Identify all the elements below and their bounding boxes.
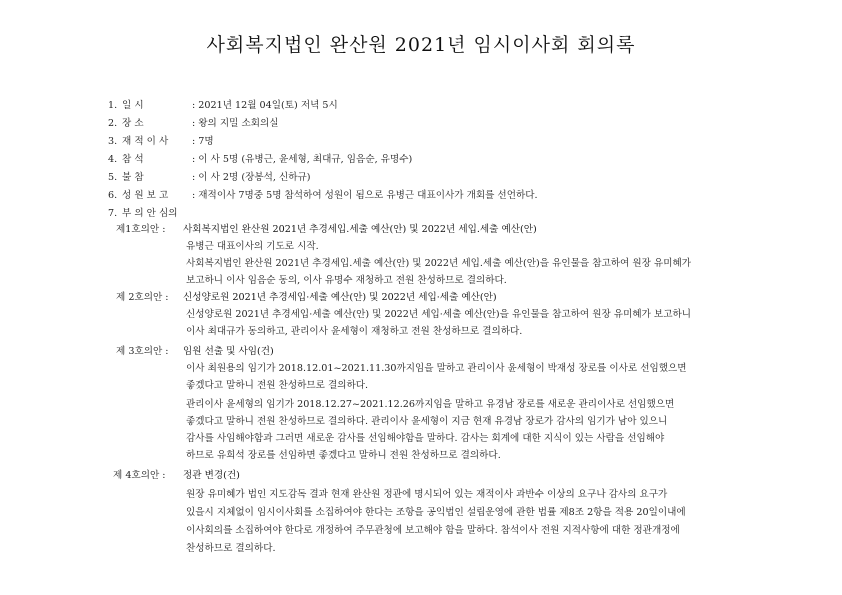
agenda-4-label: 제 4호의안 : — [113, 470, 166, 481]
item-label: 장 소 — [122, 118, 144, 129]
agenda-1-line: 사회복지법인 완산원 2021년 추경세입.세출 예산(안) 및 2022년 세입.세출 예산(안)을 유인물을 참고하여 원장 유미혜가 — [186, 258, 692, 269]
agenda-3-line: 감사를 사임해야함과 그러면 새로운 감사를 선임해야함을 말하다. 감사는 회계에 대한 지식이 있는 사람을 선임해야 — [186, 433, 665, 444]
item-label: 부 의 안 심의 — [122, 208, 178, 219]
item-attendance — [108, 154, 728, 166]
agenda-3-line: 좋겠다고 말하니 전원 찬성하므로 결의하다. 관리이사 윤세형이 지금 현재 유경남 장로가 감사의 임기가 남아 있으니 — [186, 416, 668, 427]
document-title: 사회복지법인 완산원 2021년 임시이사회 회의록 — [206, 34, 636, 56]
item-label: 재 적 이 사 — [122, 136, 169, 147]
item-label: 일 시 — [122, 100, 144, 111]
item-quorum-report — [108, 190, 728, 202]
agenda-1-line: 보고하니 이사 임음순 동의, 이사 유명수 재청하고 전원 찬성하므로 결의하다. — [186, 275, 507, 286]
item-label: 불 참 — [122, 172, 144, 183]
agenda-2-label: 제 2호의안 : — [116, 292, 169, 303]
item-number: 2. — [108, 118, 118, 129]
agenda-3-line: 하므로 유희석 장로를 선임하면 좋겠다고 말하니 전원 찬성하므로 결의하다. — [186, 450, 501, 461]
agenda-1-label: 제1호의안 : — [116, 224, 166, 235]
agenda-4-heading: 정관 변경(건) — [183, 470, 240, 481]
agenda-3-heading: 임원 선출 및 사임(건) — [183, 346, 274, 357]
item-number: 5. — [108, 172, 118, 183]
item-place — [108, 118, 728, 130]
item-number: 4. — [108, 154, 118, 165]
item-agenda-review — [108, 208, 728, 220]
agenda-3-line: 이사 최원용의 임기가 2018.12.01~2021.11.30까지임을 말하고 관리이사 윤세형이 박재성 장로를 이사로 선임했으면 — [186, 363, 687, 374]
agenda-3-line: 좋겠다고 말하니 전원 찬성하므로 결의하다. — [186, 380, 369, 391]
item-number: 6. — [108, 190, 118, 201]
agenda-3-line: 관리이사 윤세형의 임기가 2018.12.27~2021.12.26까지임을 말하고 유경남 장로를 새로운 관리이사로 선임했으면 — [186, 399, 675, 410]
item-label: 성 원 보 고 — [122, 190, 169, 201]
item-value: : 2021년 12월 04일(토) 저녁 5시 — [192, 100, 338, 111]
item-value: : 이 사 5명 (유병근, 윤세형, 최대규, 임음순, 유명수) — [192, 154, 413, 165]
item-number: 1. — [108, 100, 118, 111]
agenda-4-line: 찬성하므로 결의하다. — [186, 543, 276, 554]
agenda-1-line: 유병근 대표이사의 기도로 시작. — [186, 241, 319, 252]
agenda-4-line: 원장 유미혜가 법인 지도감독 결과 현재 완산원 정관에 명시되어 있는 재적이사 과반수 이상의 요구나 감사의 요구가 — [186, 489, 668, 500]
agenda-4-line: 이사회의를 소집하여야 한다로 개정하여 주무관청에 보고해야 함을 말하다. 참석이사 전원 지적사항에 대한 정관개정에 — [186, 525, 680, 536]
agenda-4-line: 있을시 지체없이 임시이사회를 소집하여야 한다는 조항을 공익법인 설립운영에 관한 법률 제8조 2항을 적용 20일이내에 — [186, 507, 686, 518]
agenda-2-heading: 신성양로원 2021년 추경세입·세출 예산(안) 및 2022년 세입·세출 예산(안) — [183, 292, 497, 303]
item-value: : 왕의 지밀 소회의실 — [192, 118, 279, 129]
agenda-3-label: 제 3호의안 : — [116, 346, 169, 357]
item-absence — [108, 172, 728, 184]
item-registered-directors — [108, 136, 728, 148]
item-date — [108, 100, 728, 112]
item-label: 참 석 — [122, 154, 144, 165]
agenda-1-heading: 사회복지법인 완산원 2021년 추경세입.세출 예산(안) 및 2022년 세입.세출 예산(안) — [183, 224, 537, 235]
item-number: 3. — [108, 136, 118, 147]
item-value: : 7명 — [192, 136, 214, 147]
agenda-2-line: 신성양로원 2021년 추경세입·세출 예산(안) 및 2022년 세입·세출 예산(안)을 유인물을 참고하여 원장 유미혜가 보고하니 — [186, 309, 692, 320]
agenda-2-line: 이사 최대규가 동의하고, 관리이사 윤세형이 재청하고 전원 찬성하므로 결의하다. — [186, 326, 523, 337]
item-number: 7. — [108, 208, 118, 219]
item-value: : 이 사 2명 (장봉석, 신하규) — [192, 172, 311, 183]
item-value: : 재적이사 7명중 5명 참석하여 성원이 됨으로 유병근 대표이사가 개회를 선언하다. — [192, 190, 538, 201]
